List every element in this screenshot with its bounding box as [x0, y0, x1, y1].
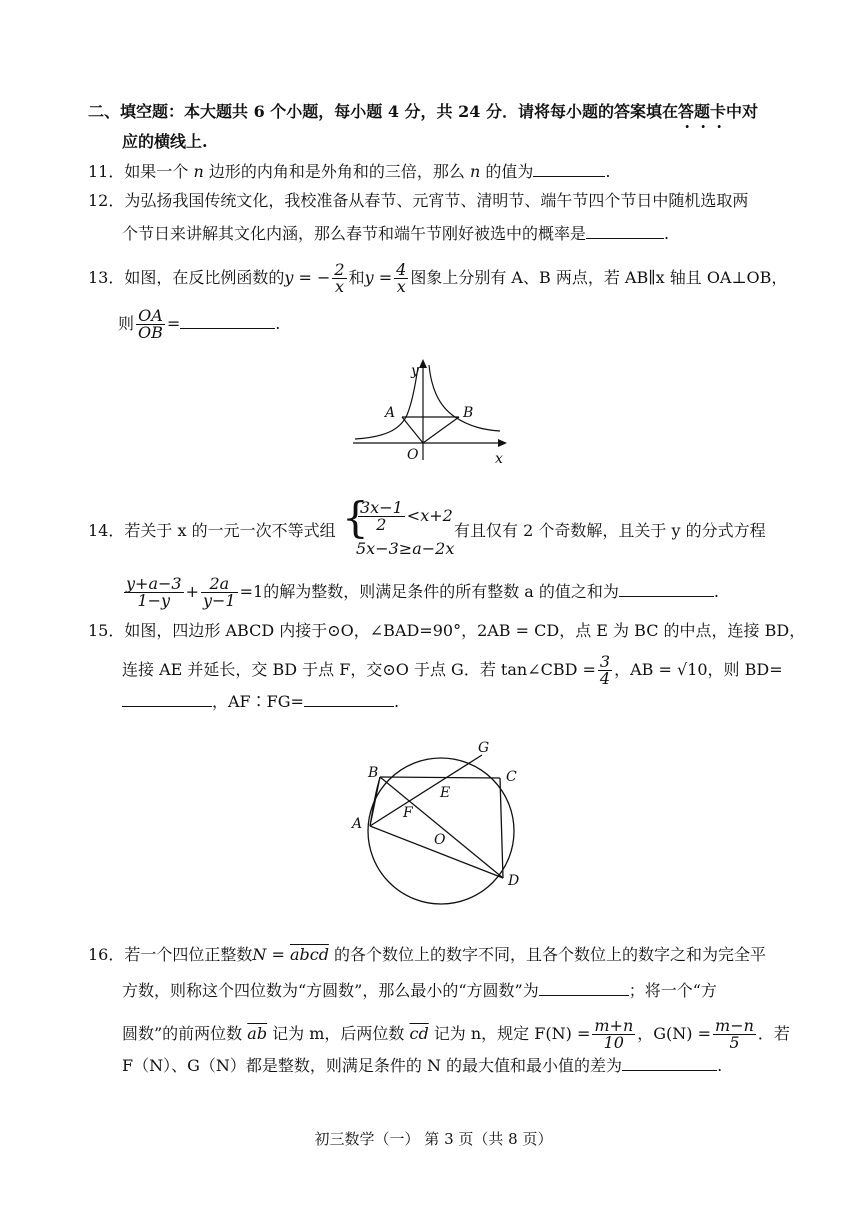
q12-line2: 个节日来讲解其文化内涵，那么春节和端午节刚好被选中的概率是	[122, 224, 587, 243]
question-11	[88, 160, 610, 183]
q14-answer-blank[interactable]	[619, 580, 714, 597]
section-heading-end: 中对	[726, 102, 759, 121]
q12-line1: 为弘扬我国传统文化，我校准备从春节、元宵节、清明节、端午节四个节日中随机选取两	[124, 191, 749, 210]
q15-line2-a: 连接 AE 并延长，交 BD 于点 F，交⊙O 于点 G．若 tan∠CBD =	[122, 660, 596, 679]
fig13-label-x: x	[495, 451, 503, 467]
q16-l1-a: 若一个四位正整数	[124, 945, 253, 964]
fig15-label-a: A	[352, 816, 363, 832]
q11-number: 11．	[88, 162, 125, 181]
question-15-line3	[122, 690, 399, 713]
q11-answer-blank[interactable]	[533, 160, 605, 177]
fig15-label-e: E	[440, 785, 451, 801]
q13-number: 13．	[88, 268, 125, 287]
q11-var-n: n	[193, 162, 204, 181]
page-footer: 初三数学（一） 第 3 页（共 8 页）	[314, 1130, 553, 1148]
q13-text-a: 如图，在反比例函数的	[124, 268, 285, 287]
q15-number: 15．	[88, 621, 125, 640]
q14-system-ineq2: 5x−3≥a−2x	[356, 539, 455, 558]
emphasis-char-3: 卡	[710, 102, 727, 121]
question-12	[88, 190, 748, 212]
fig13-segment-ob	[423, 417, 459, 443]
q12-number: 12．	[88, 191, 125, 210]
fig13-label-a: A	[385, 405, 396, 421]
q16-f-fraction	[592, 1018, 635, 1051]
q13-eq2-den: x	[396, 277, 406, 296]
fig15-label-f: F	[403, 805, 413, 821]
q14-f2-den: y−1	[202, 591, 236, 610]
q16-end: .	[717, 1056, 723, 1075]
q15-line2-b: ，AB = √10，则 BD=	[614, 660, 783, 679]
q16-min-answer-blank[interactable]	[539, 979, 629, 996]
q14-f1-fraction	[124, 576, 184, 609]
q16-l3-e: ．若	[757, 1024, 790, 1043]
section-heading-text: 二、填空题：本大题共 6 个小题，每小题 4 分，共 24 分．请将每小题的答案填在	[88, 102, 678, 121]
q12-end: .	[664, 224, 670, 243]
q14-system-brace-icon: {	[342, 493, 369, 542]
q16-l1-n: N	[252, 945, 267, 964]
q14-sys1-num: 3x−1	[360, 498, 403, 517]
q16-f-den: 10	[603, 1033, 624, 1052]
q13-and: 和	[348, 268, 365, 287]
q13-text-b: 图象上分别有 A、B 两点，若 AB∥x 轴且 OA⊥OB，	[410, 268, 788, 287]
q14-sys1-rest: <x+2	[406, 506, 453, 525]
question-13-line2	[118, 308, 280, 341]
q13-eq: =	[166, 314, 181, 333]
q11-text-c: 的值为	[480, 162, 534, 181]
q14-f1-den: 1−y	[137, 591, 171, 610]
question-16-line2	[122, 979, 717, 1002]
emphasis-char-1: 答	[677, 102, 694, 121]
fig13-x-arrow-icon	[498, 439, 507, 447]
q16-l3-d: ，G(N) =	[637, 1024, 712, 1043]
q16-l4-a: F（N）、G（N）都是整数，则满足条件的 N 的最大值和最小值的差为	[122, 1056, 623, 1075]
q16-l3-cd: $\overline{cd}$	[409, 1024, 429, 1043]
fig15-segment-bc	[380, 777, 500, 778]
q16-g-num: m−n	[715, 1016, 754, 1035]
q11-text-b: 边形的内角和是外角和的三倍，那么	[203, 162, 470, 181]
fig15-label-c: C	[506, 769, 517, 785]
q11-text-a: 如果一个	[124, 162, 194, 181]
q13-ratio-fraction	[136, 308, 165, 341]
q13-answer-blank[interactable]	[180, 312, 275, 329]
emphasis-char-2: 题	[693, 102, 710, 121]
q14-system-ineq1	[356, 500, 453, 533]
section-heading-line2: 应的横线上.	[122, 132, 208, 151]
q13-eq1-num: 2	[334, 260, 345, 279]
fig15-label-o: O	[434, 832, 446, 848]
q14-sys1-den: 2	[376, 515, 387, 534]
q14-sys1-fraction	[358, 500, 405, 533]
question-15	[88, 620, 805, 642]
q14-f2-num: 2a	[201, 576, 238, 593]
q14-text-b: 有且仅有 2 个奇数解，且关于 y 的分式方程	[454, 521, 766, 540]
q14-text-a: 若关于 x 的一元一次不等式组	[124, 521, 336, 540]
q13-eq1-den: x	[335, 277, 345, 296]
q16-l2-a: 方数，则称这个四位数为“方圆数”，那么最小的“方圆数”为	[122, 981, 539, 1000]
q11-end: .	[605, 162, 611, 181]
question-14-line2	[122, 576, 719, 609]
question-12-line2	[122, 222, 669, 245]
fig13-label-o: O	[407, 447, 419, 463]
fig13-label-y: y	[411, 363, 419, 379]
q16-l3-ab: $\overline{ab}$	[247, 1024, 268, 1043]
fig13-left-branch	[355, 367, 418, 439]
q16-l1-eq: =	[266, 945, 290, 964]
figure-13-hyperbola	[345, 355, 515, 470]
q16-l3-b: 记为 m，后两位数	[267, 1024, 410, 1043]
q13-ze: 则	[118, 314, 135, 333]
q16-number: 16．	[88, 945, 125, 964]
q13-eq2-lhs: y =	[364, 268, 393, 287]
q15-tan-fraction	[598, 654, 612, 687]
q13-eq1-fraction	[332, 262, 346, 295]
q14-plus: +	[185, 582, 199, 601]
question-16-line4	[122, 1054, 722, 1077]
question-16	[88, 944, 766, 966]
q15-line3-mid: ，AF∶FG=	[212, 692, 304, 711]
q16-l3-a: 圆数”的前两位数	[122, 1024, 248, 1043]
q16-g-fraction	[713, 1018, 756, 1051]
q16-l1-abcd: abcd	[289, 945, 329, 964]
q16-g-den: 5	[729, 1033, 740, 1052]
question-16-line3	[122, 1018, 790, 1051]
question-15-line2	[122, 654, 783, 687]
q15-tan-num: 3	[599, 652, 611, 671]
q14-f1-num: y+a−3	[126, 574, 182, 593]
q16-l1-b: 的各个数位上的数字不同，且各个数位上的数字之和为完全平	[328, 945, 767, 964]
q14-number: 14．	[88, 521, 125, 540]
q13-ratio-den: OB	[138, 323, 163, 342]
q16-l3-c: 记为 n，规定 F(N) =	[428, 1024, 591, 1043]
fig15-segment-cd	[500, 778, 503, 878]
fig15-circle-o	[368, 758, 514, 904]
q16-l2-b: ；将一个“方	[628, 981, 717, 1000]
q14-f2-fraction	[201, 576, 238, 609]
q16-f-num: m+n	[594, 1016, 634, 1035]
figure-15-circle	[340, 735, 540, 910]
q15-ratio-answer-blank[interactable]	[304, 690, 394, 707]
q13-eq2-num: 4	[396, 260, 407, 279]
q14-eq1: =1	[239, 582, 264, 601]
q13-eq1-lhs: y = −	[284, 268, 331, 287]
q13-ratio-num: OA	[136, 308, 165, 325]
q14-text-c: 的解为整数，则满足条件的所有整数 a 的值之和为	[263, 582, 619, 601]
fig13-right-branch	[429, 365, 500, 431]
q16-diff-answer-blank[interactable]	[622, 1054, 717, 1071]
q15-bd-answer-blank[interactable]	[122, 690, 212, 707]
fig13-y-arrow-icon	[419, 359, 427, 368]
question-14	[88, 520, 336, 542]
q12-answer-blank[interactable]	[586, 222, 664, 239]
question-13	[88, 262, 787, 295]
section-heading	[88, 101, 758, 123]
fig15-label-b: B	[368, 765, 379, 781]
fig13-segment-oa	[402, 417, 423, 443]
q15-end: .	[393, 692, 400, 711]
q13-end: .	[275, 314, 281, 333]
fig15-label-d: D	[508, 873, 520, 889]
q11-var-n2: n	[469, 162, 481, 181]
q15-tan-den: 4	[599, 669, 611, 688]
q15-line1: 如图，四边形 ABCD 内接于⊙O，∠BAD=90°，2AB = CD，点 E 为 BC 的中点，连接 BD，	[124, 621, 806, 640]
q14-end: .	[713, 582, 720, 601]
fig13-label-b: B	[463, 405, 474, 421]
fig15-label-g: G	[478, 740, 490, 756]
q13-eq2-fraction	[394, 262, 408, 295]
